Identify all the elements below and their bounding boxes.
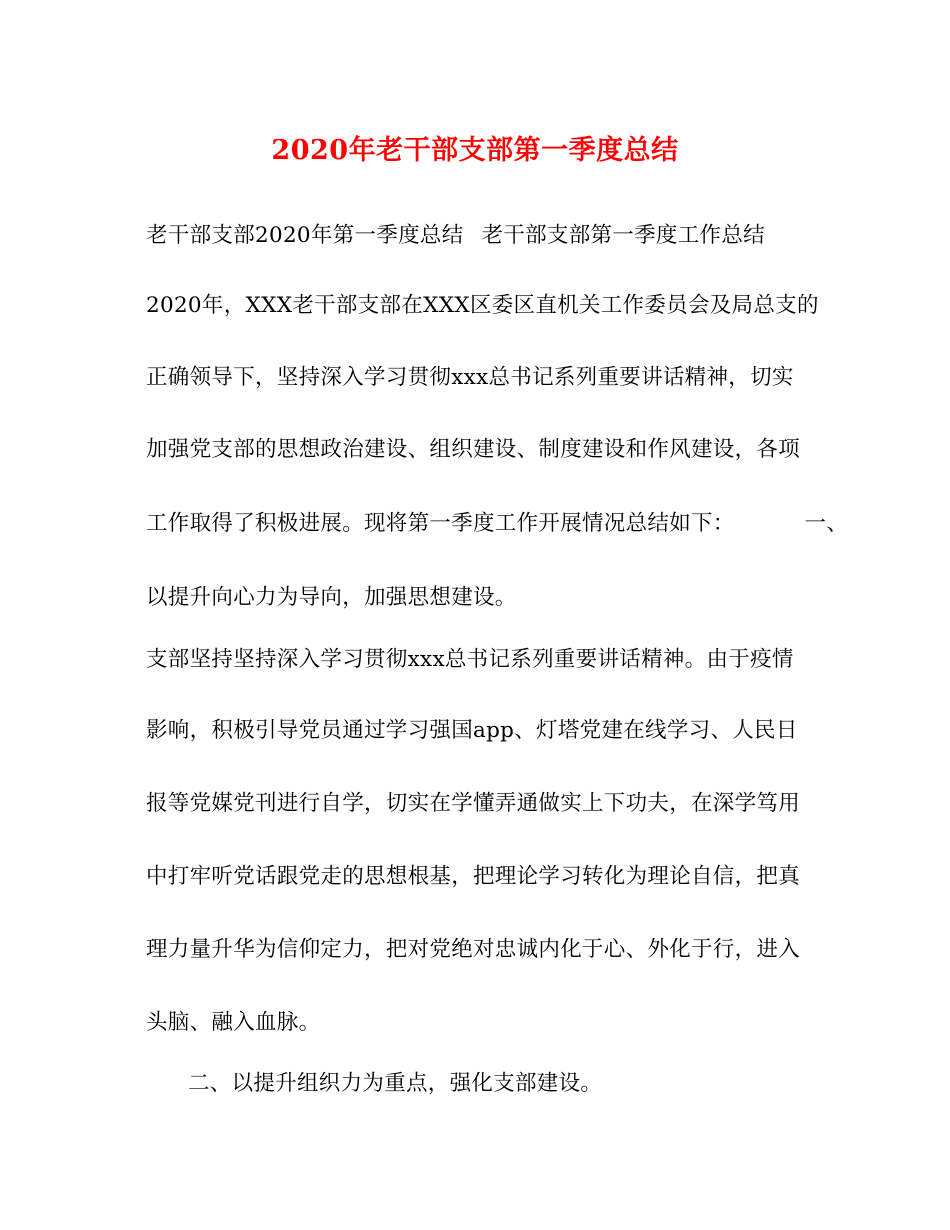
paragraph-line: 支部坚持坚持深入学习贯彻xxx总书记系列重要讲话精神。由于疫情 [146, 647, 794, 672]
document-title: 2020年老干部支部第一季度总结 [271, 135, 679, 166]
section-heading-one: 以提升向心力为导向，加强思想建设。 [146, 585, 517, 610]
paragraph-line: 报等党媒党刊进行自学，切实在学懂弄通做实上下功夫，在深学笃用 [146, 791, 801, 816]
paragraph-line [146, 508, 848, 540]
section-number-one: 一、 [804, 511, 849, 536]
subtitle-part-2: 老干部支部第一季度工作总结 [481, 223, 765, 248]
paragraph-line: 正确领导下，坚持深入学习贯彻xxx总书记系列重要讲话精神，切实 [146, 365, 794, 390]
section-heading-two: 二、以提升组织力为重点，强化支部建设。 [188, 1071, 603, 1096]
paragraph-line: 加强党支部的思想政治建设、组织建设、制度建设和作风建设，各项 [146, 437, 801, 462]
paragraph-line: 中打牢听党话跟党走的思想根基，把理论学习转化为理论自信，把真 [146, 864, 801, 889]
paragraph-line: 2020年，XXX老干部支部在XXX区委区直机关工作委员会及局总支的 [146, 293, 819, 318]
paragraph-line-text: 工作取得了积极进展。现将第一季度工作开展情况总结如下： [146, 511, 735, 536]
paragraph-line: 影响，积极引导党员通过学习强国app、灯塔党建在线学习、人民日 [146, 718, 798, 743]
subtitle-part-1: 老干部支部2020年第一季度总结 [146, 223, 464, 248]
paragraph-line: 理力量升华为信仰定力，把对党绝对忠诚内化于心、外化于行，进入 [146, 937, 801, 962]
subtitle-line [146, 220, 765, 252]
paragraph-line: 头脑、融入血脉。 [146, 1010, 321, 1035]
